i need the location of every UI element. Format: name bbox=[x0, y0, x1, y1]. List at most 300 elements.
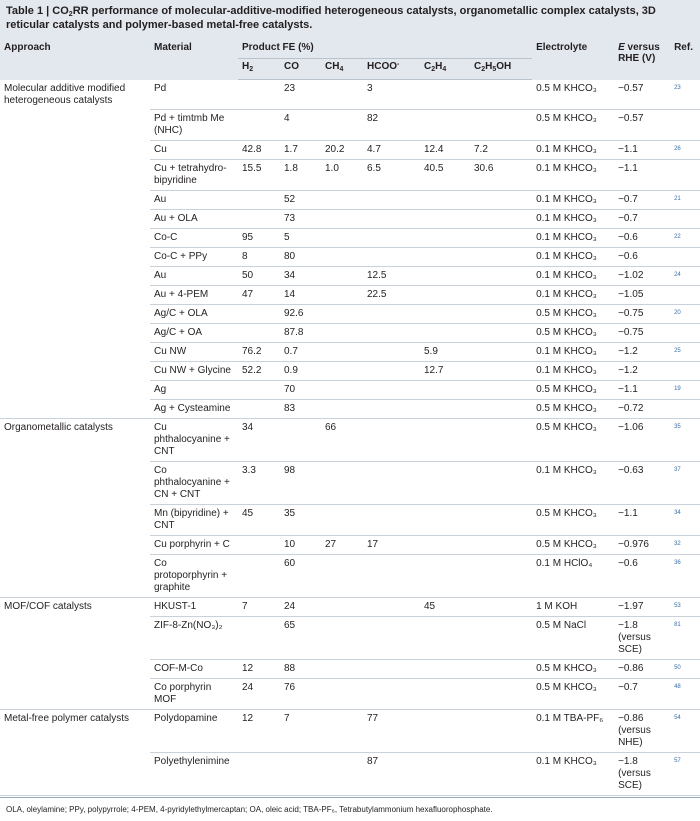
co-cell: 83 bbox=[280, 400, 321, 419]
ref-cell: 37 bbox=[670, 462, 700, 505]
electrolyte-cell: 0.1 M KHCO₃ bbox=[532, 267, 614, 286]
c2h5oh-cell bbox=[470, 419, 532, 462]
e-cell: −1.8 (versus SCE) bbox=[614, 753, 670, 796]
table-row bbox=[0, 210, 700, 229]
material-cell: Au + OLA bbox=[150, 210, 238, 229]
material-cell: COF-M-Co bbox=[150, 660, 238, 679]
c2h4-cell bbox=[420, 210, 470, 229]
h2-cell: 12 bbox=[238, 660, 280, 679]
ref-cell: 20 bbox=[670, 305, 700, 324]
header-material: Material bbox=[150, 36, 238, 80]
c2h4-cell: 40.5 bbox=[420, 160, 470, 191]
e-cell: −1.06 bbox=[614, 419, 670, 462]
c2h5oh-cell bbox=[470, 381, 532, 400]
ch4-cell bbox=[321, 248, 363, 267]
hcoo-cell bbox=[363, 505, 420, 536]
h2-cell bbox=[238, 305, 280, 324]
material-cell: Polyethylenimine bbox=[150, 753, 238, 796]
header-e-vs-rhe bbox=[614, 36, 670, 80]
table-footnote: OLA, oleylamine; PPy, polypyrrole; 4-PEM, 4-pyridylethylmercaptan; OA, oleic acid; TBA-PF₆, Tetrabutylammonium hexafluorophosphate. bbox=[0, 797, 700, 821]
hcoo-cell: 77 bbox=[363, 710, 420, 753]
c2h5oh-cell bbox=[470, 679, 532, 710]
e-cell: −1.1 bbox=[614, 141, 670, 160]
hcoo-cell: 4.7 bbox=[363, 141, 420, 160]
hcoo-cell bbox=[363, 400, 420, 419]
e-cell: −0.86 (versus NHE) bbox=[614, 710, 670, 753]
material-cell: Polydopamine bbox=[150, 710, 238, 753]
caption-text: RR performance of molecular-additive-modified heterogeneous catalysts, organometallic complex catalysts, 3D reticular catalysts and polymer-based metal-free catalysts. bbox=[6, 5, 656, 31]
ch4-cell bbox=[321, 229, 363, 248]
c2h4-cell bbox=[420, 80, 470, 110]
material-cell: Au + 4-PEM bbox=[150, 286, 238, 305]
table-row bbox=[0, 381, 700, 400]
e-cell: −1.2 bbox=[614, 362, 670, 381]
ref-cell bbox=[670, 160, 700, 191]
material-cell: Co-C + PPy bbox=[150, 248, 238, 267]
h2-cell: 24 bbox=[238, 679, 280, 710]
ch4-cell bbox=[321, 191, 363, 210]
electrolyte-cell: 0.5 M NaCl bbox=[532, 617, 614, 660]
c2h4-cell bbox=[420, 536, 470, 555]
h2-cell bbox=[238, 191, 280, 210]
e-cell: −0.7 bbox=[614, 679, 670, 710]
c2h5oh-cell bbox=[470, 536, 532, 555]
co-cell: 76 bbox=[280, 679, 321, 710]
ref-cell: 35 bbox=[670, 419, 700, 462]
electrolyte-cell: 0.5 M KHCO₃ bbox=[532, 381, 614, 400]
c2h4-cell bbox=[420, 462, 470, 505]
h2-cell bbox=[238, 381, 280, 400]
co-cell: 70 bbox=[280, 381, 321, 400]
c2h4-cell: 5.9 bbox=[420, 343, 470, 362]
h2-cell: 34 bbox=[238, 419, 280, 462]
approach-cell bbox=[0, 229, 150, 248]
material-cell: Co protoporphyrin + graphite bbox=[150, 555, 238, 598]
e-cell: −1.2 bbox=[614, 343, 670, 362]
approach-cell: Organometallic catalysts bbox=[4, 422, 113, 433]
h2-cell bbox=[238, 555, 280, 598]
table-row bbox=[0, 191, 700, 210]
table-row bbox=[0, 305, 700, 324]
hcoo-cell: 3 bbox=[363, 80, 420, 110]
c2h5oh-cell bbox=[470, 710, 532, 753]
material-cell: Co phthalocyanine + CN + CNT bbox=[150, 462, 238, 505]
hcoo-cell bbox=[363, 598, 420, 617]
hcoo-cell bbox=[363, 362, 420, 381]
caption-label: Table 1 | bbox=[6, 5, 50, 17]
approach-cell bbox=[0, 617, 150, 660]
electrolyte-cell: 0.1 M KHCO₃ bbox=[532, 248, 614, 267]
e-cell: −0.75 bbox=[614, 305, 670, 324]
ch4-cell bbox=[321, 598, 363, 617]
material-cell: Pd bbox=[150, 80, 238, 110]
c2h5oh-cell bbox=[470, 229, 532, 248]
h2-cell bbox=[238, 80, 280, 110]
c2h4-cell bbox=[420, 400, 470, 419]
ch4-cell bbox=[321, 660, 363, 679]
header-co: CO bbox=[280, 59, 321, 80]
ch4-cell bbox=[321, 110, 363, 141]
electrolyte-cell: 0.1 M KHCO₃ bbox=[532, 141, 614, 160]
table-row bbox=[0, 248, 700, 267]
co-cell: 52 bbox=[280, 191, 321, 210]
material-cell: Ag/C + OA bbox=[150, 324, 238, 343]
co-cell: 60 bbox=[280, 555, 321, 598]
c2h4-cell bbox=[420, 229, 470, 248]
hcoo-cell bbox=[363, 419, 420, 462]
electrolyte-cell: 0.5 M KHCO₃ bbox=[532, 679, 614, 710]
e-cell: −0.976 bbox=[614, 536, 670, 555]
approach-cell bbox=[0, 286, 150, 305]
material-cell: Cu phthalocyanine + CNT bbox=[150, 419, 238, 462]
approach-cell bbox=[0, 462, 150, 505]
table-row bbox=[0, 286, 700, 305]
h2-cell: 8 bbox=[238, 248, 280, 267]
electrolyte-cell: 0.5 M KHCO₃ bbox=[532, 110, 614, 141]
table-row bbox=[0, 710, 700, 753]
c2h4-cell bbox=[420, 248, 470, 267]
e-cell: −1.97 bbox=[614, 598, 670, 617]
c2h4-cell bbox=[420, 267, 470, 286]
approach-cell bbox=[0, 555, 150, 598]
table-row bbox=[0, 462, 700, 505]
header-e-italic: E bbox=[618, 42, 625, 53]
ch4-cell bbox=[321, 505, 363, 536]
h2-cell: 47 bbox=[238, 286, 280, 305]
table-row bbox=[0, 555, 700, 598]
c2h5oh-cell bbox=[470, 324, 532, 343]
ref-cell bbox=[670, 324, 700, 343]
material-cell: Ag + Cysteamine bbox=[150, 400, 238, 419]
ch4-cell bbox=[321, 753, 363, 796]
material-cell: Cu NW + Glycine bbox=[150, 362, 238, 381]
c2h5oh-cell bbox=[470, 267, 532, 286]
material-cell: Cu NW bbox=[150, 343, 238, 362]
co-cell: 0.7 bbox=[280, 343, 321, 362]
ref-cell bbox=[670, 248, 700, 267]
ch4-cell bbox=[321, 381, 363, 400]
e-cell: −0.72 bbox=[614, 400, 670, 419]
e-cell: −1.1 bbox=[614, 505, 670, 536]
ref-cell bbox=[670, 110, 700, 141]
ch4-cell bbox=[321, 267, 363, 286]
h2-cell bbox=[238, 536, 280, 555]
e-cell: −1.05 bbox=[614, 286, 670, 305]
electrolyte-cell: 0.1 M KHCO₃ bbox=[532, 343, 614, 362]
c2h4-cell: 12.4 bbox=[420, 141, 470, 160]
ch4-cell bbox=[321, 343, 363, 362]
ref-cell: 54 bbox=[670, 710, 700, 753]
co-cell: 98 bbox=[280, 462, 321, 505]
table-row bbox=[0, 343, 700, 362]
material-cell: Ag/C + OLA bbox=[150, 305, 238, 324]
approach-cell bbox=[0, 753, 150, 796]
h2-cell: 50 bbox=[238, 267, 280, 286]
electrolyte-cell: 0.1 M TBA-PF₆ bbox=[532, 710, 614, 753]
hcoo-cell bbox=[363, 305, 420, 324]
approach-cell bbox=[0, 381, 150, 400]
approach-cell bbox=[0, 210, 150, 229]
h2-cell bbox=[238, 210, 280, 229]
electrolyte-cell: 0.1 M KHCO₃ bbox=[532, 462, 614, 505]
electrolyte-cell: 0.5 M KHCO₃ bbox=[532, 324, 614, 343]
ch4-cell: 20.2 bbox=[321, 141, 363, 160]
hcoo-cell: 82 bbox=[363, 110, 420, 141]
header-e-rest: versus RHE (V) bbox=[618, 42, 660, 64]
table-caption bbox=[0, 0, 700, 36]
ref-cell: 48 bbox=[670, 679, 700, 710]
table-row bbox=[0, 229, 700, 248]
approach-cell bbox=[0, 536, 150, 555]
hcoo-cell bbox=[363, 617, 420, 660]
ch4-cell: 1.0 bbox=[321, 160, 363, 191]
c2h4-cell bbox=[420, 419, 470, 462]
table-row bbox=[0, 324, 700, 343]
co-cell: 65 bbox=[280, 617, 321, 660]
co-cell: 73 bbox=[280, 210, 321, 229]
h2-cell: 45 bbox=[238, 505, 280, 536]
e-cell: −0.6 bbox=[614, 248, 670, 267]
co-cell: 23 bbox=[280, 80, 321, 110]
c2h5oh-cell bbox=[470, 191, 532, 210]
h2-cell: 12 bbox=[238, 710, 280, 753]
co-cell: 87.8 bbox=[280, 324, 321, 343]
ch4-cell bbox=[321, 555, 363, 598]
h2-cell: 7 bbox=[238, 598, 280, 617]
approach-cell bbox=[0, 305, 150, 324]
table-row bbox=[0, 141, 700, 160]
ref-cell: 32 bbox=[670, 536, 700, 555]
electrolyte-cell: 0.5 M KHCO₃ bbox=[532, 80, 614, 110]
header-electrolyte: Electrolyte bbox=[532, 36, 614, 80]
c2h4-cell bbox=[420, 381, 470, 400]
approach-cell bbox=[0, 660, 150, 679]
ch4-cell bbox=[321, 462, 363, 505]
table-body bbox=[0, 80, 700, 796]
ref-cell bbox=[670, 400, 700, 419]
ref-cell: 36 bbox=[670, 555, 700, 598]
co-cell: 35 bbox=[280, 505, 321, 536]
electrolyte-cell: 0.5 M KHCO₃ bbox=[532, 419, 614, 462]
electrolyte-cell: 0.1 M HClO₄ bbox=[532, 555, 614, 598]
ref-cell: 19 bbox=[670, 381, 700, 400]
c2h4-cell bbox=[420, 679, 470, 710]
hcoo-cell bbox=[363, 555, 420, 598]
h2-cell bbox=[238, 400, 280, 419]
hcoo-cell bbox=[363, 343, 420, 362]
header-approach: Approach bbox=[0, 36, 150, 80]
approach-cell bbox=[0, 160, 150, 191]
c2h5oh-cell bbox=[470, 248, 532, 267]
co-cell: 7 bbox=[280, 710, 321, 753]
c2h4-cell bbox=[420, 191, 470, 210]
approach-cell bbox=[0, 248, 150, 267]
ch4-cell: 27 bbox=[321, 536, 363, 555]
electrolyte-cell: 0.1 M KHCO₃ bbox=[532, 286, 614, 305]
hcoo-cell: 6.5 bbox=[363, 160, 420, 191]
ref-cell: 21 bbox=[670, 191, 700, 210]
c2h5oh-cell bbox=[470, 400, 532, 419]
header-h2: $H_2$ bbox=[238, 59, 280, 80]
hcoo-cell bbox=[363, 462, 420, 505]
approach-cell bbox=[0, 343, 150, 362]
approach-cell: Molecular additive modified heterogeneous catalysts bbox=[4, 82, 126, 106]
co-cell: 1.7 bbox=[280, 141, 321, 160]
electrolyte-cell: 0.5 M KHCO₃ bbox=[532, 400, 614, 419]
h2-cell: 42.8 bbox=[238, 141, 280, 160]
e-cell: −0.57 bbox=[614, 80, 670, 110]
c2h5oh-cell: 30.6 bbox=[470, 160, 532, 191]
ref-cell: 81 bbox=[670, 617, 700, 660]
c2h4-cell: 45 bbox=[420, 598, 470, 617]
co-cell: 24 bbox=[280, 598, 321, 617]
approach-cell bbox=[0, 191, 150, 210]
table-row bbox=[0, 660, 700, 679]
e-cell: −0.7 bbox=[614, 210, 670, 229]
table-row bbox=[0, 362, 700, 381]
approach-cell: MOF/COF catalysts bbox=[4, 601, 92, 612]
h2-cell bbox=[238, 324, 280, 343]
co-cell: 1.8 bbox=[280, 160, 321, 191]
e-cell: −0.6 bbox=[614, 555, 670, 598]
e-cell: −1.8 (versus SCE) bbox=[614, 617, 670, 660]
ch4-cell bbox=[321, 679, 363, 710]
ref-cell: 34 bbox=[670, 505, 700, 536]
material-cell: Pd + timtmb Me (NHC) bbox=[150, 110, 238, 141]
approach-cell: Metal-free polymer catalysts bbox=[4, 713, 130, 724]
co-cell: 14 bbox=[280, 286, 321, 305]
approach-cell bbox=[0, 400, 150, 419]
hcoo-cell bbox=[363, 660, 420, 679]
c2h5oh-cell bbox=[470, 110, 532, 141]
material-cell: Co porphyrin MOF bbox=[150, 679, 238, 710]
material-cell: Ag bbox=[150, 381, 238, 400]
co-cell bbox=[280, 753, 321, 796]
material-cell: Mn (bipyridine) + CNT bbox=[150, 505, 238, 536]
e-cell: −0.86 bbox=[614, 660, 670, 679]
c2h4-cell bbox=[420, 505, 470, 536]
table-row bbox=[0, 505, 700, 536]
table-row bbox=[0, 536, 700, 555]
hcoo-cell bbox=[363, 229, 420, 248]
table-row bbox=[0, 267, 700, 286]
c2h5oh-cell bbox=[470, 80, 532, 110]
approach-cell bbox=[0, 505, 150, 536]
material-cell: ZIF-8-Zn(NO₃)₂ bbox=[150, 617, 238, 660]
header-product-fe: Product FE (%) bbox=[238, 36, 532, 59]
c2h5oh-cell bbox=[470, 555, 532, 598]
e-cell: −0.75 bbox=[614, 324, 670, 343]
co-cell: 92.6 bbox=[280, 305, 321, 324]
electrolyte-cell: 0.1 M KHCO₃ bbox=[532, 210, 614, 229]
hcoo-cell bbox=[363, 248, 420, 267]
approach-cell bbox=[0, 110, 150, 141]
ref-cell: 50 bbox=[670, 660, 700, 679]
e-cell: −0.7 bbox=[614, 191, 670, 210]
electrolyte-cell: 0.1 M KHCO₃ bbox=[532, 362, 614, 381]
c2h5oh-cell bbox=[470, 505, 532, 536]
co-cell: 80 bbox=[280, 248, 321, 267]
hcoo-cell: 87 bbox=[363, 753, 420, 796]
h2-cell: 15.5 bbox=[238, 160, 280, 191]
material-cell: HKUST-1 bbox=[150, 598, 238, 617]
header-ref: Ref. bbox=[670, 36, 700, 80]
c2h5oh-cell bbox=[470, 462, 532, 505]
ref-cell: 24 bbox=[670, 267, 700, 286]
e-cell: −0.63 bbox=[614, 462, 670, 505]
co-cell: 34 bbox=[280, 267, 321, 286]
ch4-cell: 66 bbox=[321, 419, 363, 462]
ref-cell bbox=[670, 362, 700, 381]
header-c2h4: $C_2H_4$ bbox=[420, 59, 470, 80]
material-cell: Cu + tetrahydro-bipyridine bbox=[150, 160, 238, 191]
c2h5oh-cell bbox=[470, 753, 532, 796]
c2h4-cell bbox=[420, 286, 470, 305]
approach-cell bbox=[0, 324, 150, 343]
approach-cell bbox=[0, 679, 150, 710]
c2h5oh-cell bbox=[470, 362, 532, 381]
electrolyte-cell: 0.1 M KHCO₃ bbox=[532, 229, 614, 248]
electrolyte-cell: 0.5 M KHCO₃ bbox=[532, 536, 614, 555]
hcoo-cell: 22.5 bbox=[363, 286, 420, 305]
ch4-cell bbox=[321, 617, 363, 660]
h2-cell: 95 bbox=[238, 229, 280, 248]
caption-pre: CO bbox=[49, 5, 69, 17]
e-cell: −0.57 bbox=[614, 110, 670, 141]
co-cell: 5 bbox=[280, 229, 321, 248]
header-hcoo: HCOO- bbox=[363, 59, 420, 80]
hcoo-cell bbox=[363, 381, 420, 400]
c2h5oh-cell bbox=[470, 286, 532, 305]
ref-cell: 25 bbox=[670, 343, 700, 362]
hcoo-cell bbox=[363, 210, 420, 229]
approach-cell bbox=[0, 362, 150, 381]
hcoo-cell bbox=[363, 191, 420, 210]
c2h4-cell bbox=[420, 110, 470, 141]
table-row bbox=[0, 753, 700, 796]
table-row bbox=[0, 80, 700, 110]
c2h4-cell bbox=[420, 617, 470, 660]
c2h5oh-cell: 7.2 bbox=[470, 141, 532, 160]
electrolyte-cell: 0.1 M KHCO₃ bbox=[532, 160, 614, 191]
h2-cell bbox=[238, 753, 280, 796]
ch4-cell bbox=[321, 210, 363, 229]
table-row bbox=[0, 110, 700, 141]
ref-cell: 57 bbox=[670, 753, 700, 796]
e-cell: −0.6 bbox=[614, 229, 670, 248]
hcoo-cell bbox=[363, 324, 420, 343]
material-cell: Au bbox=[150, 267, 238, 286]
c2h5oh-cell bbox=[470, 343, 532, 362]
h2-cell: 3.3 bbox=[238, 462, 280, 505]
hcoo-cell: 17 bbox=[363, 536, 420, 555]
h2-cell bbox=[238, 110, 280, 141]
material-cell: Cu porphyrin + C bbox=[150, 536, 238, 555]
c2h5oh-cell bbox=[470, 210, 532, 229]
ch4-cell bbox=[321, 362, 363, 381]
c2h5oh-cell bbox=[470, 617, 532, 660]
ch4-cell bbox=[321, 305, 363, 324]
table-row bbox=[0, 617, 700, 660]
table-row bbox=[0, 160, 700, 191]
c2h4-cell bbox=[420, 305, 470, 324]
hcoo-cell bbox=[363, 679, 420, 710]
ref-cell: 23 bbox=[670, 80, 700, 110]
electrolyte-cell: 0.1 M KHCO₃ bbox=[532, 191, 614, 210]
c2h5oh-cell bbox=[470, 660, 532, 679]
electrolyte-cell: 1 M KOH bbox=[532, 598, 614, 617]
co-cell bbox=[280, 419, 321, 462]
